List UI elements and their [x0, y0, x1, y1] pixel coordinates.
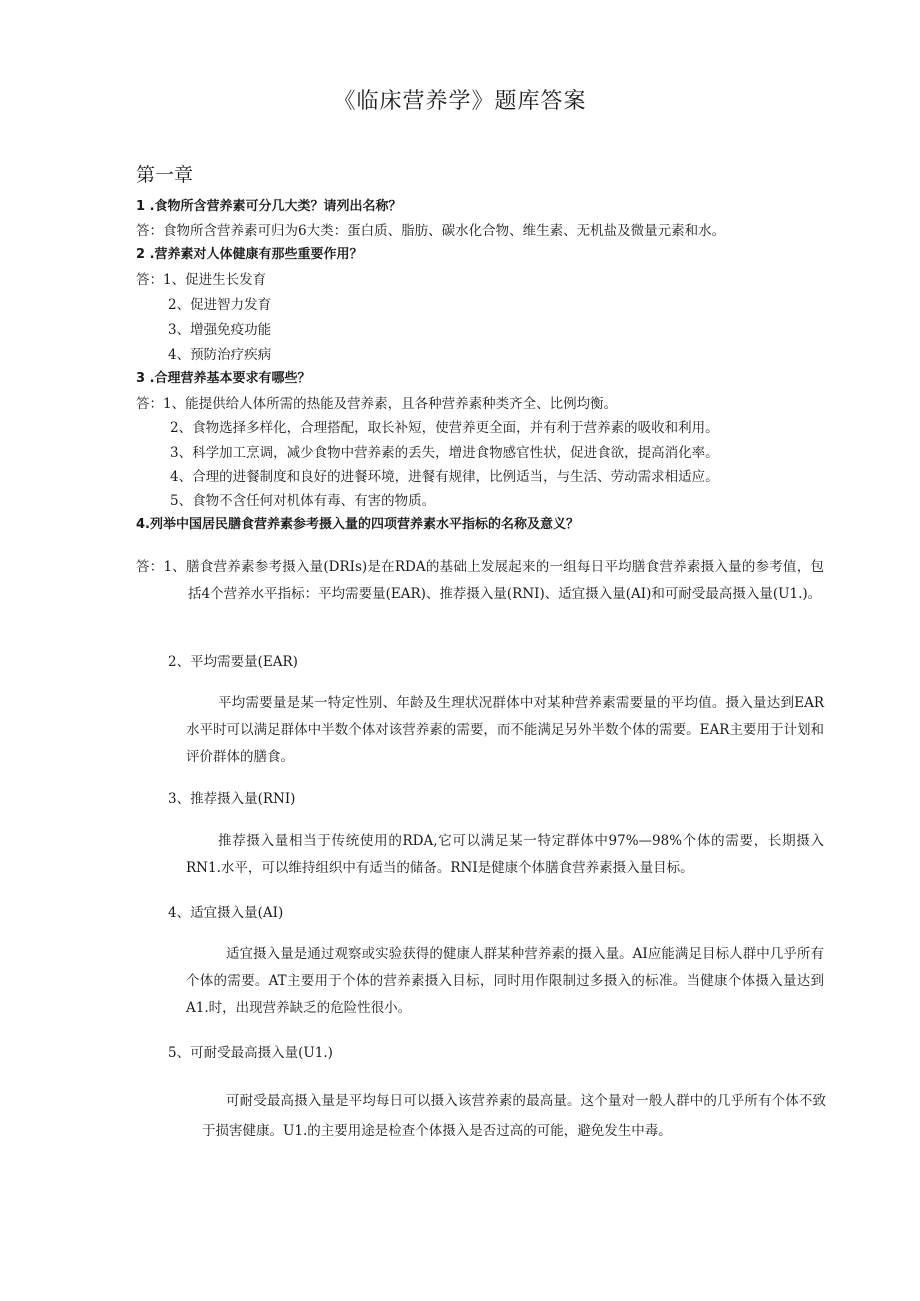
- paragraph-ai: 适宜摄入量是通过观察或实验获得的健康人群某种营养素的摄入量。AI应能满足目标人群中几乎所有个体的需要。AT主要用于个体的营养素摄入目标，同时用作限制过多摄入的标准。当健康个体摄入量达到A1.时，出现营养缺乏的危险性很小。: [186, 946, 824, 1016]
- paragraph-ear: 平均需要量是某一特定性别、年龄及生理状况群体中对某种营养素需要量的平均值。摄入量达到EAR水平时可以满足群体中半数个体对该营养素的需要，而不能满足另外半数个体的需要。EAR主要用于计划和评价群体的膳食。: [186, 695, 824, 765]
- answer-3-item: 4、合理的进餐制度和良好的进餐环境，进餐有规律，比例适当，与生活、劳动需求相适应。: [170, 469, 719, 485]
- answer-3-item: 答：1、能提供给人体所需的热能及营养素，且各种营养素种类齐全、比例均衡。: [136, 396, 618, 412]
- chapter-heading: 第一章: [136, 164, 194, 186]
- subheading-ai: 4、适宜摄入量(AI): [168, 905, 284, 921]
- paragraph-rni: 推荐摄入量相当于传统使用的RDA,它可以满足某一特定群体中97%—98%个体的需要，长期摄入RN1.水平，可以维持组织中有适当的储备。RNI是健康个体膳食营养素摄入量目标。: [186, 833, 824, 876]
- answer-2-item: 4、预防治疗疾病: [168, 347, 272, 363]
- subheading-ear: 2、平均需要量(EAR): [168, 654, 298, 670]
- question-3: 3 .合理营养基本要求有哪些？: [136, 371, 311, 386]
- answer-3-item: 2、食物选择多样化，合理搭配，取长补短，使营养更全面，并有利于营养素的吸收和利用。: [170, 420, 719, 436]
- paragraph-ul: 可耐受最高摄入量是平均每日可以摄入该营养素的最高量。这个量对一般人群中的几乎所有个体不致于损害健康。U1.的主要用途是检查个体摄入是否过高的可能，避免发生中毒。: [202, 1093, 826, 1139]
- answer-3-item: 3、科学加工烹调，减少食物中营养素的丢失，增进食物感官性状，促进食欲，提高消化率。: [170, 445, 719, 461]
- answer-2-item: 2、促进智力发育: [168, 297, 272, 313]
- question-2: 2 .营养素对人体健康有那些重要作用？: [136, 247, 363, 262]
- answer-2-item: 3、增强免疫功能: [168, 322, 272, 338]
- answer-2-item: 答：1、促进生长发育: [136, 272, 267, 288]
- subheading-rni: 3、推荐摄入量(RNI): [168, 791, 296, 807]
- question-4: 4.列举中国居民膳食营养素参考摄入量的四项营养素水平指标的名称及意义？: [136, 517, 579, 532]
- answer-1: 答：食物所含营养素可归为6大类：蛋白质、脂肪、碳水化合物、维生素、无机盐及微量元素和水。: [136, 223, 726, 239]
- document-title: 《临床营养学》题库答案: [333, 89, 587, 114]
- answer-3-item: 5、食物不含任何对机体有毒、有害的物质。: [170, 493, 436, 509]
- question-1: 1 .食物所含营养素可分几大类？请列出名称？: [136, 199, 402, 214]
- answer-4-dris: 答：1、膳食营养素参考摄入量(DRIs)是在RDA的基础上发展起来的一组每日平均膳食营养素摄入量的参考值，包括4个营养水平指标：平均需要量(EAR)、推荐摄入量(RNI)、适宜摄入量(AI)和可耐受最高摄入量(U1.)。: [136, 559, 824, 602]
- subheading-ul: 5、可耐受最高摄入量(U1.): [168, 1045, 333, 1061]
